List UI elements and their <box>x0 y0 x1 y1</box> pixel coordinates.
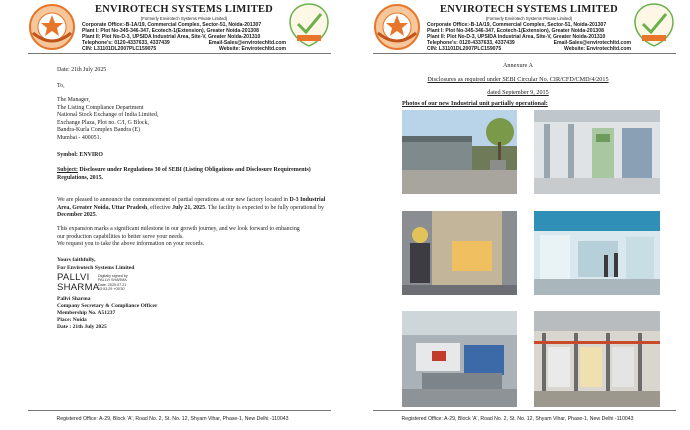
membership-no: Membership No. A51237 <box>57 310 116 316</box>
corporate-office: Corporate Office:-B-1A/19, Commercial Complex, Sector-51, Noida-201307 <box>427 22 607 28</box>
para1-text: , effective <box>147 204 173 211</box>
place: Place: Noida <box>57 317 87 323</box>
subject-text: Disclosure under Regulations 30 of SEBI (Listing Obligations and Disclosure Requirements) Regulations, 2015. <box>57 167 311 181</box>
digital-signature-line: 13:53:29 +05'30' <box>98 287 126 292</box>
photos-caption <box>402 100 548 107</box>
website: Website: Envirotechltd.com <box>219 46 286 53</box>
factory-location: D-3 Industrial Area, Greater Noida, Uttar Pradesh <box>57 197 326 211</box>
footer-rule <box>28 410 331 411</box>
quality-seal <box>633 2 675 48</box>
formerly-name: (Formerly Envirotech Systems Private Limited) <box>140 16 228 21</box>
company-name: ENVIROTECH SYSTEMS LIMITED <box>95 4 273 15</box>
subject-label: Subject: <box>57 167 78 173</box>
company-name: ENVIROTECH SYSTEMS LIMITED <box>440 4 618 15</box>
para1-text: . <box>95 212 98 219</box>
company-logo <box>28 3 76 51</box>
photos-caption-text: Photos of our new Industrial unit partially operational: <box>402 100 548 107</box>
paragraph-2-line: This expansion marks a significant milestone in our growth journey, and we look forward to enhancing <box>57 226 300 232</box>
email: Email-Sales@envirotechltd.com <box>208 40 286 47</box>
para1-text: . The facility is expected to be fully operational by <box>205 204 325 211</box>
production-line-photo <box>534 311 660 407</box>
signatory-date: Date : 21th July 2025 <box>57 324 107 330</box>
paragraph-1 <box>57 197 329 220</box>
plant-1: Plant I: Plot No-345-346-347, Ecotech-1(Extension), Greater Noida-201308 <box>82 28 259 35</box>
factory-interior-photo <box>534 110 660 194</box>
registered-office-footer: Registered Office: A-29, Block 'A', Road No. 2, St. No. 12, Shyam Vihar, Phase-1, New Delhi -110043 <box>56 416 289 422</box>
spray-booth-photo <box>534 211 660 295</box>
cin: CIN: L31101DL2007PLC159075 <box>427 46 502 53</box>
operational-date: December 2025 <box>57 212 96 219</box>
plant-2: Plant II: Plot No-D-3, UPSIDA Industrial Area, Site-V, Greater Noida-201310 <box>427 34 606 41</box>
address-line: Mumbai - 400051. <box>57 135 102 141</box>
annexure-title: Annexure A <box>502 62 534 69</box>
paragraph-2-line: our production capabilities to better serve your needs. <box>57 233 184 240</box>
signatory-name: Pallvi Sharma <box>57 296 91 302</box>
website: Website: Envirotechltd.com <box>564 46 631 53</box>
digital-signature-line: Date: 2025.07.21 <box>98 282 127 287</box>
cin-row <box>427 46 631 52</box>
header-rule <box>28 53 331 54</box>
for-company: For Envirotech Systems Limited <box>57 265 135 271</box>
cin: CIN: L31101DL2007PLC159075 <box>82 46 157 53</box>
signature-first-name: PALLVI <box>57 272 90 283</box>
formerly-name: (Formerly Envirotech Systems Private Limited) <box>485 16 573 21</box>
registered-office-footer: Registered Office: A-29, Block 'A', Road No. 2, St. No. 12, Shyam Vihar, Phase-1, New Delhi -110043 <box>401 416 634 422</box>
letter-to: To, <box>57 83 65 89</box>
address-line: National Stock Exchange of India Limited, <box>57 112 159 119</box>
signature-last-name: SHARMA <box>57 282 100 293</box>
symbol: Symbol: ENVIRO <box>57 152 103 158</box>
address-line: Bandra-Kurla Complex Bandra (E) <box>57 127 140 134</box>
digital-signature-line: Digitally signed by <box>98 274 128 278</box>
letter-date: Date: 21th July 2025 <box>57 67 107 73</box>
para1-text: We are pleased to announce the commencement of partial operations at our new factory located in <box>57 197 290 203</box>
corporate-office: Corporate Office:-B-1A/19, Commercial Complex, Sector-51, Noida-201307 <box>82 22 262 28</box>
plant-2: Plant II: Plot No-D-3, UPSIDA Industrial Area, Site-V, Greater Noida-201310 <box>82 34 261 41</box>
plant-1: Plant I: Plot No-345-346-347, Ecotech-1(Extension), Greater Noida-201308 <box>427 28 604 35</box>
address-line: Exchange Plaza, Plot no. C/I, G Block, <box>57 119 149 126</box>
subject <box>57 167 329 182</box>
cin-row <box>82 46 286 52</box>
factory-exterior-photo <box>402 110 517 194</box>
annexure-heading <box>363 76 673 84</box>
telephone: Telephone's: 0120-4337633, 4337439 <box>82 40 170 47</box>
signatory-designation: Company Secretary & Compliance Officer <box>57 303 158 309</box>
header-rule <box>373 53 676 54</box>
quality-seal <box>288 2 330 48</box>
worker-photo <box>402 211 517 295</box>
digital-signature-line: PALLVI SHARMA <box>98 278 127 283</box>
closing: Yours faithfully, <box>57 257 96 263</box>
annexure-dated-text: dated September 9, 2015 <box>487 89 549 96</box>
address-line: The Manager, <box>57 97 90 103</box>
telephone: Telephone's: 0120-4337633, 4337439 <box>427 40 515 47</box>
paragraph-2-line: We request you to take the above information on your records. <box>57 241 205 248</box>
footer-rule <box>373 410 676 411</box>
annexure-page <box>345 0 690 430</box>
annexure-dated <box>363 89 673 97</box>
annexure-heading-text: Disclosures as required under SEBI Circular No. CIR/CFD/CMD/4/2015 <box>427 76 609 83</box>
email: Email-Sales@envirotechltd.com <box>553 40 631 47</box>
effective-date: July 21, 2025 <box>172 204 206 211</box>
letterhead-text <box>427 4 631 52</box>
company-logo <box>373 3 421 51</box>
letterhead-text <box>82 4 286 52</box>
address-line: The Listing Compliance Department <box>57 104 144 111</box>
machinery-photo <box>402 311 517 407</box>
